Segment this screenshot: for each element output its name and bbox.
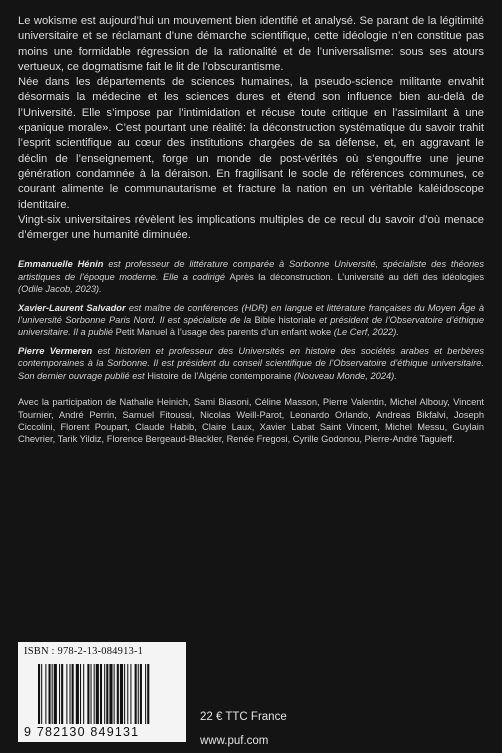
summary-paragraph-1: Le wokisme est aujourd’hui un mouvement bien identifié et analysé. Se parant de la légitimité universitaire et se réclamant d’une démarche scientifique, cette idéologie n’en constitue pas moins une formidable régression de la rationalité et de l’universalisme: sous ses atours vertueux, ce dogmatisme fait le lit de l’obscurantisme.	[18, 15, 484, 73]
summary-paragraph-3: Vingt-six universitaires révèlent les implications multiples de ce recul du savoir d’où menace d’émerger une humanité diminuée.	[18, 213, 484, 242]
summary-paragraph-2: Née dans les départements de sciences humaines, la pseudo-science militante envahit désormais la médecine et les sciences dures et étend son influence bien au-delà de l’Université. Elle s’impose par l’intimidation et récuse toute critique en l’assimilant à une «panique morale». C’est pourtant une réalité: la déconstruction systématique du savoir trahit l’esprit scientifique au cœur des institutions chargées de sa défense, et, en aggravant le déclin de l’enseignement, forge un monde de post-vérités où s’engouffre une jeune génération condamnée à la déraison. En fragilisant le socle de références communes, ce courant alimente le communautarisme et fracture la nation en un véritable kaléidoscope identitaire.	[18, 76, 484, 211]
bio-henin	[18, 258, 484, 295]
bio-salvador	[18, 302, 484, 339]
book-title: Histoire de l’Algérie contemporaine	[147, 370, 292, 381]
barcode-panel	[18, 642, 186, 742]
bio-text: est historien et professeur des Universités en histoire des sociétés arabes et berbères contemporaines à la Sorbonne. Il est président du conseil scientifique de l’Observatoire d’éthique universitaire. Son dernier ouvrage publié est	[18, 345, 485, 381]
publisher-website: www.puf.com	[200, 735, 269, 747]
author-name: Emmanuelle Hénin	[18, 259, 104, 270]
isbn-label: ISBN : 978-2-13-084913-1	[24, 646, 144, 657]
author-name: Pierre Vermeren	[18, 345, 93, 356]
bio-publisher: (Odile Jacob, 2023).	[18, 284, 102, 295]
barcode-digits: 9 782130 849131	[24, 725, 140, 739]
author-name: Xavier-Laurent Salvador	[18, 302, 126, 313]
author-bios	[18, 258, 484, 382]
book-title: Après la déconstruction. L’université au défi des idéologies	[229, 271, 484, 282]
barcode-icon	[38, 664, 178, 724]
price-label: 22 € TTC France	[200, 711, 287, 723]
bio-text: est professeur de littérature comparée à Sorbonne Université, spécialiste des théories artistiques de l’époque moderne. Elle a codirigé	[18, 259, 484, 282]
bio-text: et président de l’Observatoire d’éthique universitaire. Il a publié	[18, 315, 485, 338]
summary-text	[18, 14, 484, 243]
book-title: Petit Manuel à l’usage des parents d’un enfant woke	[115, 327, 332, 338]
bio-publisher: (Le Cerf, 2022).	[331, 327, 399, 338]
bio-publisher: (Nouveau Monde, 2024).	[291, 370, 397, 381]
bio-vermeren	[18, 345, 484, 382]
book-title: Bible historiale	[254, 315, 316, 326]
bio-text: est maître de conférences (HDR) en langue et littérature françaises du Moyen Âge à l’université Sorbonne Paris Nord. Il est spécialiste de la	[18, 302, 484, 326]
contributors-list: Avec la participation de Nathalie Heinich, Sami Biasoni, Céline Masson, Pierre Valentin, Michel Albouy, Vincent Tournier, André Perrin, Samuel Fitoussi, Nicolas Weill-Parot, Leonardo Orlando, Andreas Bikfalvi, Joseph Ciccolini, Florent Poupart, Claude Habib, Claire Laux, Xavier Labat Saint Vincent, Michel Messu, Guylain Chevrier, Tarik Yildiz, Florence Bergeaud-Blackler, Renée Fregosi, Cyrille Godonou, Pierre-André Taguieff.	[18, 397, 484, 445]
